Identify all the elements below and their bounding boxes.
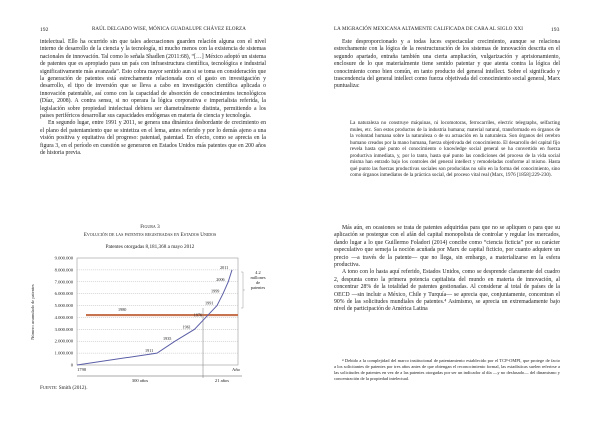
figure-source (40, 385, 88, 391)
svg-text:1976: 1976 (193, 312, 203, 318)
svg-text:9.000.000: 9.000.000 (54, 255, 73, 261)
svg-text:7.000.000: 7.000.000 (54, 279, 73, 285)
right-body-text-2 (334, 225, 560, 314)
svg-text:1999: 1999 (211, 288, 220, 294)
figure-subtitle: Patentes otorgadas 8,181,368 a mayo 2012 (105, 244, 195, 250)
running-head-left: RAÚL DELGADO WISE, MÓNICA GUADALUPE CHÁVEZ ELORZA (92, 27, 246, 32)
gridlines (77, 258, 238, 365)
svg-text:Año: Año (232, 367, 240, 372)
paragraph: intelectual. Ello ha ocurrido sin que tales adecuaciones guarden relación alguna con el nivel interno de desarrollo de la ciencia y la tecnología, ni mucho menos con la existencia de sistemas nacionales de innovación. Tal como lo señala Shadlen (2011:68), “[…] México adoptó un sistema de patentes que es apropiado para un país con infraestructura científica, tecnológica e industrial significativamente más avanzada”. Esto cobra mayor sentido aun si se toma en consideración que la generación de patentes está estrechamente relacionada con el gasto en investigación y desarrollo, el tipo de inversión que se lleva a cabo en investigación científica aplicada o innovación patentable, así como con la capacidad de absorción de conocimientos tecnológicos (Díaz, 2008). A contra sensu, si no operara la lógica corporativa e imperialista referida, la legislación sobre propiedad intelectual debiera ser diametralmente distinta, permitiendo a los países periféricos desarrollar sus capacidades endógenas en materia de ciencia y tecnología. (40, 39, 266, 120)
paragraph: Más aún, en ocasiones se trata de patentes adquiridas para que no se apliquen o para que su aplicación se postergue con el afán del capital monopolista de controlar y regular los mercados, dando lugar a lo que Guillermo Foladori (2014) concibe como “ciencia ficticia” por su carácter especulativo que semeja la noción acuñada por Marx de capital ficticio, por cuanto adquiere un precio —a través de la patente— que no llega, sin embargo, a materializarse en la esfera productiva. (334, 225, 560, 269)
svg-text:4.000.000: 4.000.000 (54, 314, 73, 320)
svg-text:3.000.000: 3.000.000 (54, 326, 73, 332)
svg-text:0: 0 (70, 362, 73, 368)
svg-text:1.000.000: 1.000.000 (54, 350, 73, 356)
svg-text:6.000.000: 6.000.000 (54, 291, 73, 297)
source-text: Smith (2012). (58, 385, 88, 391)
svg-text:2.000.000: 2.000.000 (54, 338, 73, 344)
svg-text:8.000.000: 8.000.000 (54, 267, 73, 273)
block-quote: La naturaleza no construye máquinas, ni locomotoras, ferrocarriles, electric telegraphs, selfacting mules, etc. Son estos productos de la industria humana; material natural, transformado en órganos de la voluntad humana sobre la naturaleza o de su actuación en la naturaleza. Son órganos del cerebro humano creados por la mano humana, fuerza objetivada del conocimiento. El desarrollo del capital fijo revela hasta qué punto el conocimiento o knowledge social general se ha convertido en fuerza productiva inmediata, y, por lo tanto, hasta qué punto las condiciones del proceso de la vida social misma han entrado bajo los controles del general intellect y remodeladas conforme al mismo. Hasta qué punto las fuerzas productivas sociales son producidas no sólo en la forma del conocimiento, sino como órganos inmediatos de la práctica social, del proceso vital real (Marx, 1976 [1858]:229-230). (350, 120, 560, 179)
footnote: ⁴ Debido a la complejidad del marco institucional de patentamiento establecido por el TCP-OMPI, que protege de facto a los solicitantes de patentes por tres años antes de que obtengan el reconocimiento formal, las estadísticas suelen referirse a las solicitudes de patentes en vez de a las patentes otorgadas por ser un indicador al día —y no desfasado— del dinamismo y concentración de la propiedad intelectual. (334, 358, 560, 381)
left-body-text (40, 39, 266, 158)
svg-text:1935: 1935 (163, 336, 172, 342)
svg-text:2011: 2011 (220, 264, 229, 270)
y-axis-label: Número acumulado de patentes (30, 284, 35, 340)
paragraph: En segundo lugar, entre 1991 y 2011, se genera una dinámica desbordante de crecimiento en el plano del patentamiento que se sintetiza en el lema, antes referido y por lo demás ajeno a una visión positiva y equitativa del progreso: patentad, patentad. En efecto, como se aprecia en la figura 3, en el período en cuestión se generaron en Estados Unidos más patentes que en 200 años de historia previa. (40, 120, 266, 157)
right-page (300, 0, 600, 431)
running-head-right: LA MIGRACIÓN MEXICANA ALTAMENTE CALIFICADA DE CARA AL SIGLO XXI (334, 27, 524, 32)
source-label: Fuente: (40, 385, 58, 391)
figure-label: Figura 3 (140, 224, 160, 230)
right-body-text-1 (334, 39, 560, 91)
patent-line-chart (0, 250, 300, 390)
svg-text:21 años: 21 años (214, 378, 230, 383)
svg-text:4.2millonesdepatentes: 4.2 millones de patentes (250, 270, 266, 290)
svg-text:1911: 1911 (145, 348, 154, 354)
bracket (241, 272, 245, 308)
page-number-left: 192 (40, 27, 49, 33)
svg-text:300 años: 300 años (131, 378, 149, 383)
page-number-right: 193 (551, 27, 560, 33)
svg-text:5.000.000: 5.000.000 (54, 303, 73, 309)
svg-text:1980: 1980 (118, 307, 127, 313)
svg-text:1790: 1790 (77, 367, 87, 372)
svg-text:1991: 1991 (205, 300, 214, 306)
paragraph: Este desproporcionado y a todas luces espectacular crecimiento, aunque se relaciona estrechamente con la lógica de la reestructuración de los sistemas de innovación descrita en el segundo apartado, entraña también una cierta ampliación, vulgarización y aprisionamiento, enclosure de lo que materialmente tiene sentido patentar y que atenta contra la lógica del conocimiento como bien común, en tanto producto del general intellect. Sobre el significado y trascendencia del general intellect como fuerza objetivada del conocimiento social general, Marx puntualiza: (334, 39, 560, 90)
svg-text:1961: 1961 (182, 324, 191, 330)
svg-text:2006: 2006 (216, 276, 225, 282)
figure-title: Evolución de las patentes registradas en Estados Unidos (83, 232, 217, 238)
paragraph: A tono con lo hasta aquí referido, Estados Unidos, como se desprende claramente del cuadro 2, despunta como la primera potencia capitalista del mundo en materia de innovación, al concentrar 28% de la totalidad de patentes gestionadas. Al considerar al total de países de la OECD —sin incluir a México, Chile y Turquía— se aprecia que, conjuntamente, concentran el 90% de las solicitudes mundiales de patentes.⁴ Asimismo, se aprecia un extremadamente bajo nivel de participación de América Latina (334, 269, 560, 313)
